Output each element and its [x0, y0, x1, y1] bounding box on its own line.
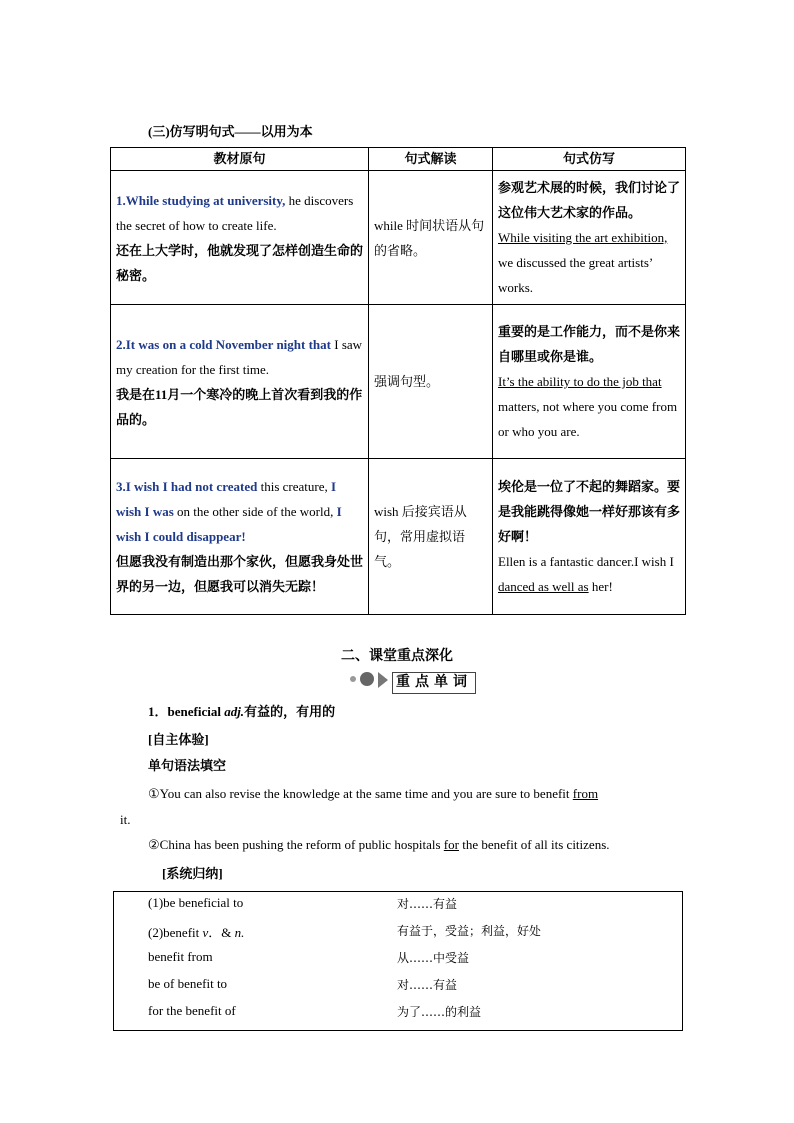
translation: 我是在11月一个寒冷的晚上首次看到我的作品的。 — [116, 386, 363, 427]
exercise-title: 单句语法填空 — [148, 758, 227, 773]
imitation-cn: 埃伦是一位了不起的舞蹈家。要是我能跳得像她一样好那该有多好啊！ — [498, 479, 681, 544]
answer: for — [443, 837, 459, 852]
answer: from — [572, 786, 599, 801]
text: this creature, — [257, 479, 331, 494]
highlight: 2.It was on a cold November night that — [116, 336, 331, 352]
table-row — [111, 459, 686, 615]
summary-cn: 对……有益 — [397, 897, 458, 911]
text: matters, not where you come from or who you are. — [498, 399, 678, 439]
question-text: ②China has been pushing the reform of public hospitals — [148, 837, 444, 852]
table-row — [111, 171, 686, 305]
summary-cn: 有益于，受益；利益，好处 — [397, 924, 542, 938]
highlight: 3.I wish I had not created — [116, 479, 258, 494]
answer: danced as well as — [498, 579, 589, 594]
text: he discovers the secret of how to create life. — [116, 192, 354, 233]
part-of-speech: adj. — [224, 704, 245, 719]
original-sentence — [111, 459, 369, 615]
original-sentence — [111, 171, 369, 305]
header-imitation: 句式仿写 — [493, 148, 686, 171]
dot-icon — [350, 676, 356, 682]
question-1 — [148, 784, 688, 804]
summary-cn: 为了……的利益 — [397, 1005, 482, 1019]
text: I saw my creation for the first time. — [116, 336, 363, 377]
highlight: 1.While studying at university, — [116, 192, 286, 208]
section-title: (三)仿写明句式——以用为本 — [148, 124, 313, 139]
word-entry: 1．beneficial — [148, 704, 225, 719]
imitation — [493, 459, 686, 615]
text: we discussed the great artists’ works. — [498, 255, 653, 295]
original-sentence — [111, 305, 369, 459]
summary-en: (1)be beneficial to — [148, 895, 244, 910]
key-words-badge — [350, 672, 476, 694]
summary-cn: 从……中受益 — [397, 951, 470, 965]
self-study-label: [自主体验] — [148, 732, 209, 747]
summary-box — [113, 891, 683, 1031]
header-original: 教材原句 — [111, 148, 369, 171]
analysis: 强调句型。 — [369, 305, 493, 459]
summary-en: benefit from — [148, 949, 213, 964]
text: Ellen is a fantastic dancer.I wish I — [498, 554, 674, 569]
word-heading — [148, 702, 335, 722]
table-row — [111, 305, 686, 459]
question-text: the benefit of all its citizens. — [458, 837, 610, 852]
highlight: I wish I could disappear! — [116, 504, 342, 544]
summary-cn: 对……有益 — [397, 978, 458, 992]
analysis: while 时间状语从句的省略。 — [369, 171, 493, 305]
summary-en: (2)benefit v．& n. — [148, 925, 245, 940]
answer: While visiting the art exhibition, — [498, 230, 668, 245]
imitation — [493, 171, 686, 305]
highlight: I wish I was — [116, 479, 337, 519]
question-text: ①You can also revise the knowledge at the same time and you are sure to benefit — [148, 786, 573, 801]
word-meaning: 有益的，有用的 — [244, 704, 336, 719]
imitation-cn: 参观艺术展的时候，我们讨论了这位伟大艺术家的作品。 — [498, 180, 681, 220]
translation: 还在上大学时，他就发现了怎样创造生命的秘密。 — [116, 242, 364, 283]
summary-en: be of benefit to — [148, 976, 228, 991]
arrow-right-icon — [378, 672, 388, 688]
imitation-cn: 重要的是工作能力，而不是你来自哪里或你是谁。 — [498, 324, 681, 364]
question-1-end: it. — [120, 812, 131, 827]
imitation — [493, 305, 686, 459]
header-analysis: 句式解读 — [369, 148, 493, 171]
summary-label: [系统归纳] — [162, 866, 223, 881]
table-header-row — [111, 148, 686, 171]
summary-en: for the benefit of — [148, 1003, 236, 1018]
part-heading: 二、课堂重点深化 — [341, 649, 453, 664]
badge-label: 重点单词 — [392, 672, 476, 694]
analysis: wish 后接宾语从句，常用虚拟语气。 — [369, 459, 493, 615]
question-2 — [148, 835, 708, 855]
text: on the other side of the world, — [173, 504, 337, 519]
answer: It’s the ability to do the job that — [498, 374, 662, 389]
translation: 但愿我没有制造出那个家伙，但愿我身处世界的另一边，但愿我可以消失无踪！ — [116, 554, 364, 594]
text: her! — [588, 579, 613, 594]
sentence-table — [110, 147, 686, 615]
dot-icon — [360, 672, 374, 686]
